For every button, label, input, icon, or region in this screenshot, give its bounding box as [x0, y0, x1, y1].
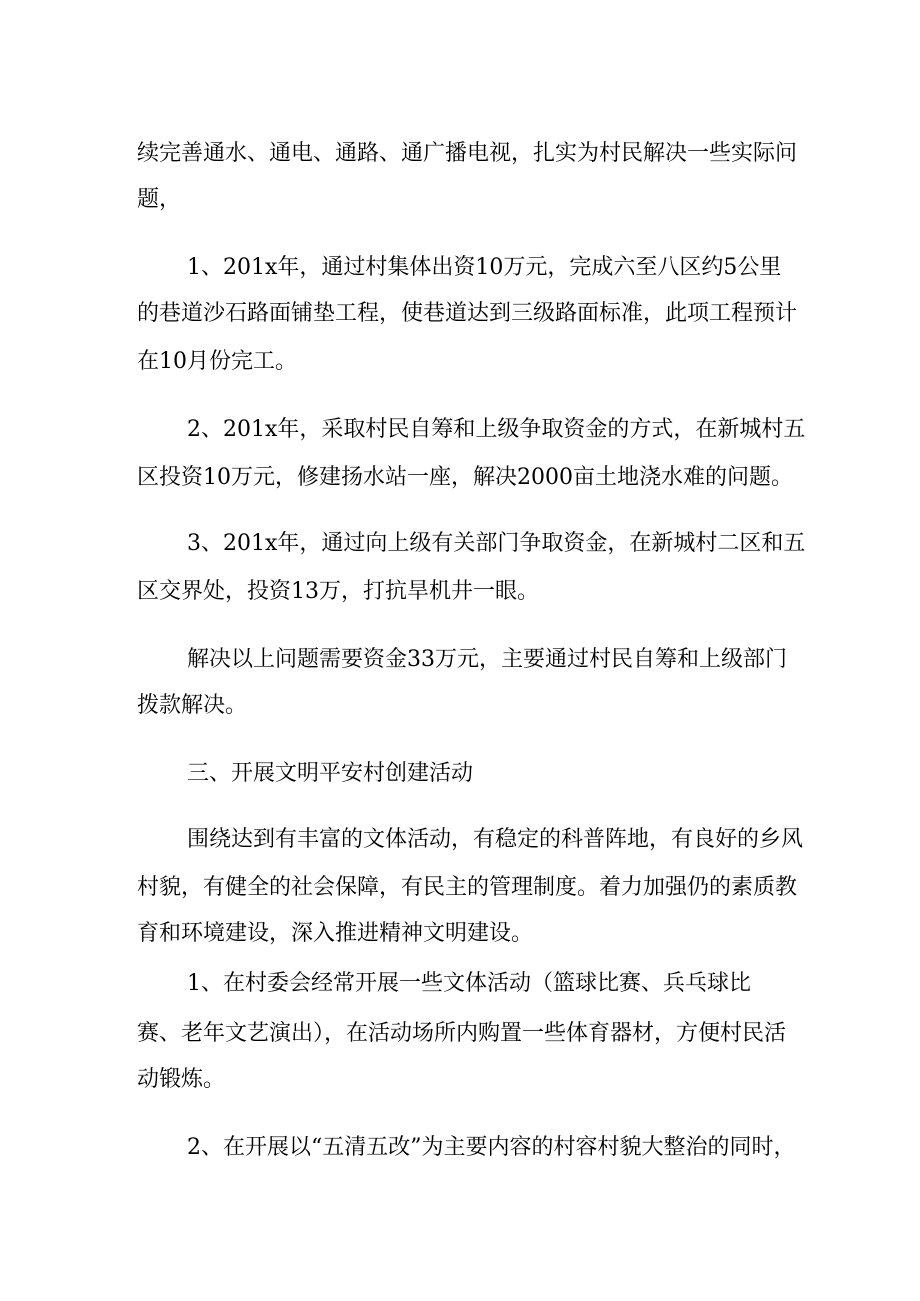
text-line-5: 在10月份完工。: [137, 349, 297, 374]
text-line-17: 赛、老年文艺演出），在活动场所内购置一些体育器材，方便村民活: [137, 1021, 787, 1046]
text-line-4: 的巷道沙石路面铺垫工程，使巷道达到三级路面标准，此项工程预计: [137, 301, 798, 326]
text-line-18: 动锻炼。: [137, 1067, 226, 1092]
text-line-16: 1、在村委会经常开展一些文体活动（篮球比赛、兵乓球比: [187, 971, 751, 996]
text-line-8: 3、201x年，通过向上级有关部门争取资金，在新城村二区和五: [187, 531, 806, 556]
text-line-6: 2、201x年，采取村民自筹和上级争取资金的方式，在新城村五: [187, 417, 806, 442]
text-line-13: 围绕达到有丰富的文体活动，有稳定的科普阵地，有良好的乡风: [187, 827, 804, 852]
text-line-1: 续完善通水、通电、通路、通广播电视，扎实为村民解决一些实际问: [137, 141, 798, 166]
text-line-15: 育和环境建设，深入推进精神文明建设。: [137, 921, 534, 946]
text-line-19: 2、在开展以“五清五改”为主要内容的村容村貌大整治的同时，: [187, 1135, 796, 1160]
text-line-9: 区交界处，投资13万，打抗旱机井一眼。: [137, 579, 539, 604]
text-line-7: 区投资10万元，修建扬水站一座，解决2000亩土地浇水难的问题。: [137, 465, 793, 490]
section-heading: 三、开展文明平安村创建活动: [187, 761, 474, 786]
text-line-10: 解决以上问题需要资金33万元，主要通过村民自筹和上级部门: [187, 647, 787, 672]
text-line-3: 1、201x年，通过村集体出资10万元，完成六至八区约5公里: [187, 255, 782, 280]
text-line-2: 题，: [137, 187, 182, 212]
text-line-11: 拨款解决。: [137, 693, 248, 718]
text-line-14: 村貌，有健全的社会保障，有民主的管理制度。着力加强仍的素质教: [137, 875, 798, 900]
